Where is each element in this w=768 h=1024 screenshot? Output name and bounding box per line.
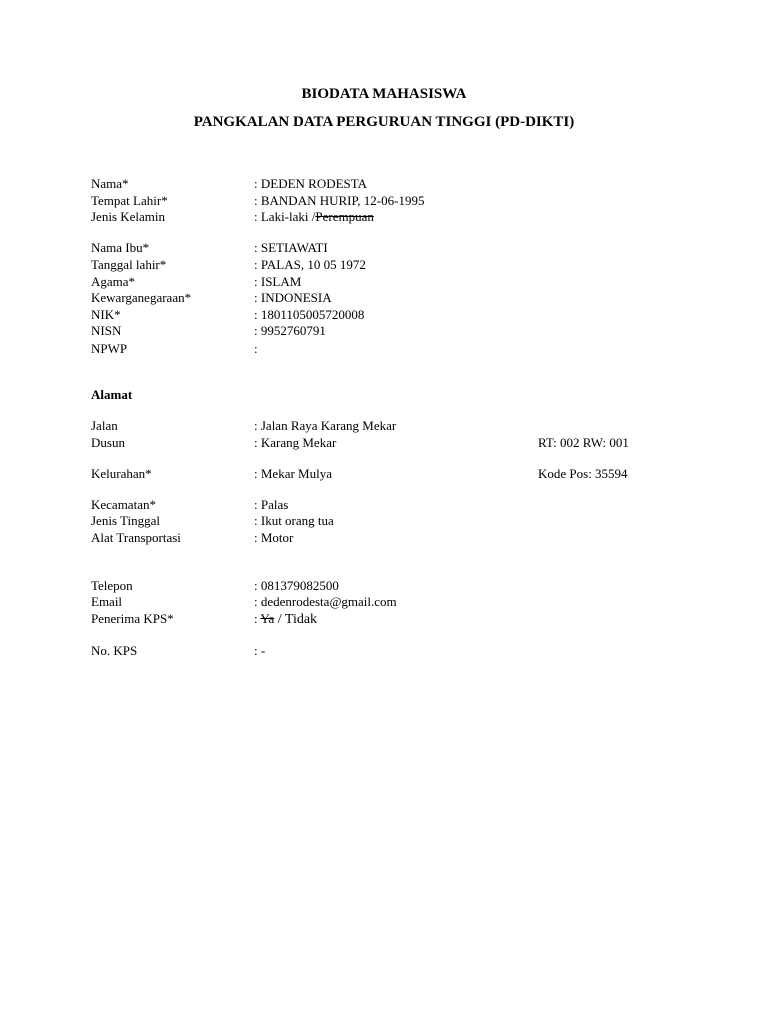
field-kecamatan [0,496,768,513]
field-dusun [0,434,768,451]
field-value: : 1801105005720008 [254,307,365,322]
field-label: NPWP [91,341,128,356]
field-label: Dusun [91,435,125,450]
field-tanggal-lahir [0,256,768,273]
field-label: NISN [91,323,122,338]
field-label: Tanggal lahir* [91,257,167,272]
field-label: Email [91,594,123,609]
field-label: No. KPS [91,643,138,658]
field-value: : Ikut orang tua [254,513,334,528]
field-jenis-tinggal [0,512,768,529]
field-jalan [0,417,768,434]
field-value: : 081379082500 [254,578,339,593]
field-value: : - [254,643,266,658]
field-nisn [0,322,768,339]
field-kelurahan [0,465,768,482]
field-rt-rw: RT: 002 RW: 001 [538,435,629,450]
field-label: Alat Transportasi [91,530,181,545]
field-value: : ISLAM [254,274,302,289]
kps-prefix: : [254,611,261,626]
gender-struck-option: Perempuan [315,209,374,224]
field-label: Telepon [91,578,133,593]
field-label: Jalan [91,418,118,433]
field-value: : SETIAWATI [254,240,328,255]
document-subtitle: PANGKALAN DATA PERGURUAN TINGGI (PD-DIKTI) [193,114,575,130]
field-label: NIK* [91,307,121,322]
field-label: Kelurahan* [91,466,152,481]
field-nama [0,175,768,192]
field-value [254,610,317,628]
field-value: : dedenrodesta@gmail.com [254,594,397,609]
field-agama [0,273,768,290]
field-kode-pos: Kode Pos: 35594 [538,466,628,481]
field-value: : 9952760791 [254,323,326,338]
field-penerima-kps [0,610,768,627]
field-label: Kewarganegaraan* [91,290,192,305]
field-value: : Karang Mekar [254,435,337,450]
field-nama-ibu [0,239,768,256]
field-label: Penerima KPS* [91,611,174,626]
kps-selected: / Tidak [274,612,318,627]
field-alat-transportasi [0,529,768,546]
kps-struck-option: Ya [260,611,275,626]
field-telepon [0,577,768,594]
document-title: BIODATA MAHASISWA [301,86,467,102]
field-jenis-kelamin [0,208,768,225]
field-label: Tempat Lahir* [91,193,168,208]
field-value: : Jalan Raya Karang Mekar [254,418,397,433]
field-label: Nama Ibu* [91,240,150,255]
field-nik [0,306,768,323]
field-label: Jenis Kelamin [91,209,166,224]
field-npwp [0,340,768,357]
field-kewarganegaraan [0,289,768,306]
field-label: Agama* [91,274,136,289]
section-heading-alamat: Alamat [91,387,133,402]
field-label: Nama* [91,176,129,191]
field-value: : Motor [254,530,294,545]
field-label: Kecamatan* [91,497,156,512]
field-value: : DEDEN RODESTA [254,176,368,191]
field-value: : INDONESIA [254,290,332,305]
field-label: Jenis Tinggal [91,513,160,528]
field-value: : [254,341,258,356]
gender-selected: : Laki-laki / [254,209,316,224]
field-value [254,208,374,225]
field-value: : PALAS, 10 05 1972 [254,257,366,272]
field-value: : BANDAN HURIP, 12-06-1995 [254,193,425,208]
field-tempat-lahir [0,192,768,209]
field-email [0,593,768,610]
field-value: : Mekar Mulya [254,466,332,481]
field-no-kps [0,642,768,659]
field-value: : Palas [254,497,289,512]
